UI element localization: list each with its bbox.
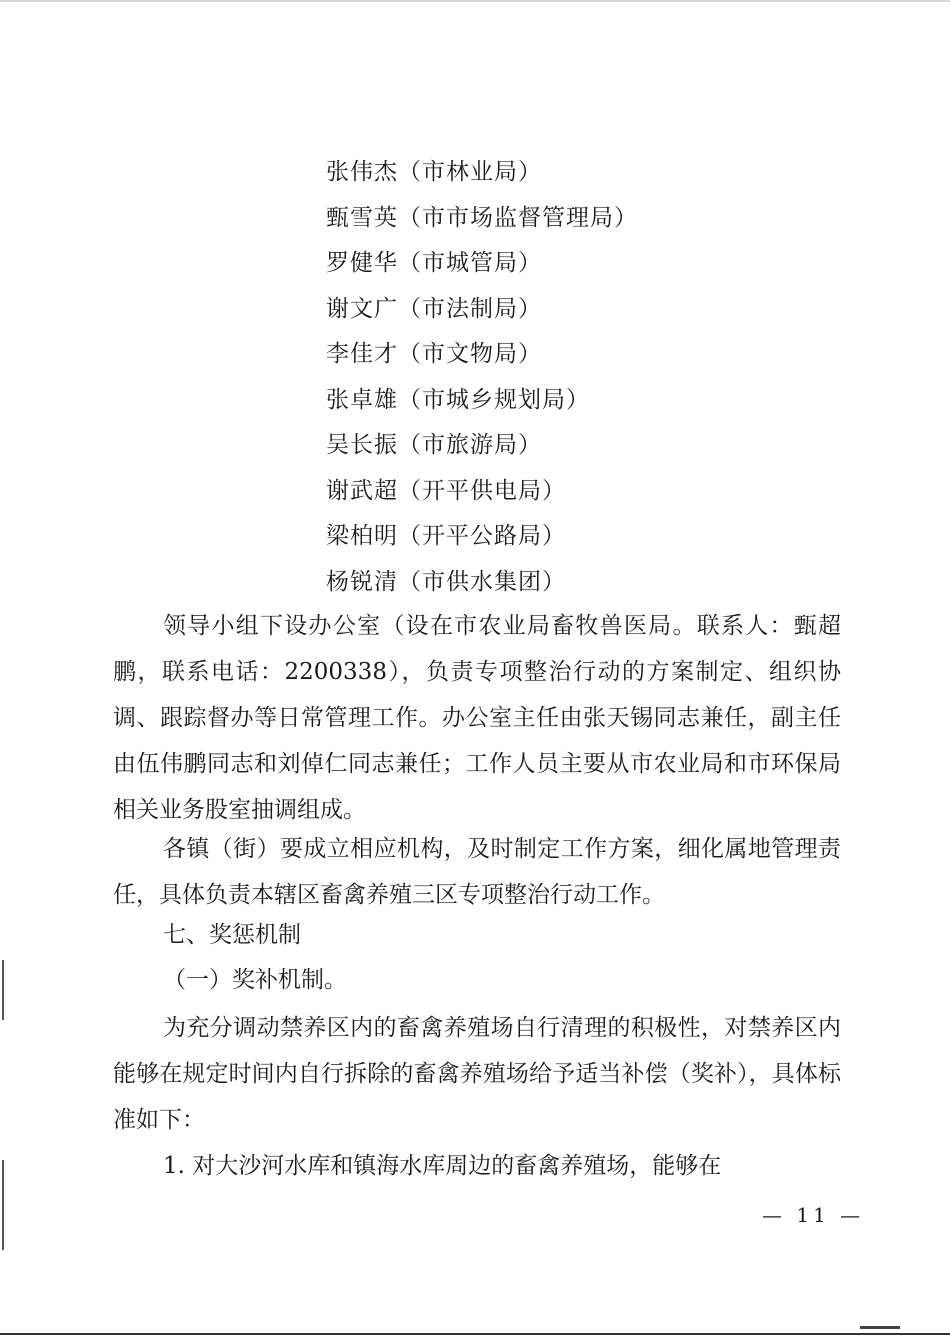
member-name: 杨锐清（市供水集团） <box>326 568 566 595</box>
list-item-1: 1. 对大沙河水库和镇海水库周边的畜禽养殖场，能够在 <box>163 1153 722 1179</box>
member-name: 甄雪英（市市场监督管理局） <box>326 204 638 231</box>
member-name: 罗健华（市城管局） <box>326 250 542 276</box>
member-name: 李佳才（市文物局） <box>326 341 542 367</box>
scan-top-edge <box>0 0 950 2</box>
scan-bottom-edge <box>0 1333 950 1335</box>
reward-paragraph: 为充分调动禁养区内的畜禽养殖场自行清理的积极性，对禁养区内能够在规定时间内自行拆除的畜禽养殖场给予适当补偿（奖补），具体标准如下： <box>113 1015 841 1133</box>
member-name: 谢文广（市法制局） <box>326 295 542 322</box>
subsection-heading: （一）奖补机制。 <box>163 967 347 993</box>
member-list <box>326 150 638 605</box>
member-name: 谢武超（开平供电局） <box>326 477 566 504</box>
scan-bottom-mark <box>860 1326 900 1329</box>
town-paragraph: 各镇（街）要成立相应机构，及时制定工作方案，细化属地管理责任，具体负责本辖区畜禽养殖三区专项整治行动工作。 <box>113 836 841 908</box>
member-name: 梁柏明（开平公路局） <box>326 523 566 549</box>
scan-left-mark <box>2 960 4 1020</box>
member-name: 张卓雄（市城乡规划局） <box>326 386 590 413</box>
member-name: 张伟杰（市林业局） <box>326 159 542 185</box>
page-number: — 11 — <box>762 1203 865 1227</box>
office-paragraph: 领导小组下设办公室（设在市农业局畜牧兽医局。联系人：甄超鹏，联系电话：2200338），负责专项整治行动的方案制定、组织协调、跟踪督办等日常管理工作。办公室主任由张天锡同志兼任，副主任由伍伟鹏同志和刘倬仁同志兼任；工作人员主要从市农业局和市环保局相关业务股室抽调组成。 <box>113 613 841 823</box>
section-heading: 七、奖惩机制 <box>163 922 301 948</box>
member-name: 吴长振（市旅游局） <box>326 432 542 458</box>
scan-left-mark <box>2 1160 4 1250</box>
